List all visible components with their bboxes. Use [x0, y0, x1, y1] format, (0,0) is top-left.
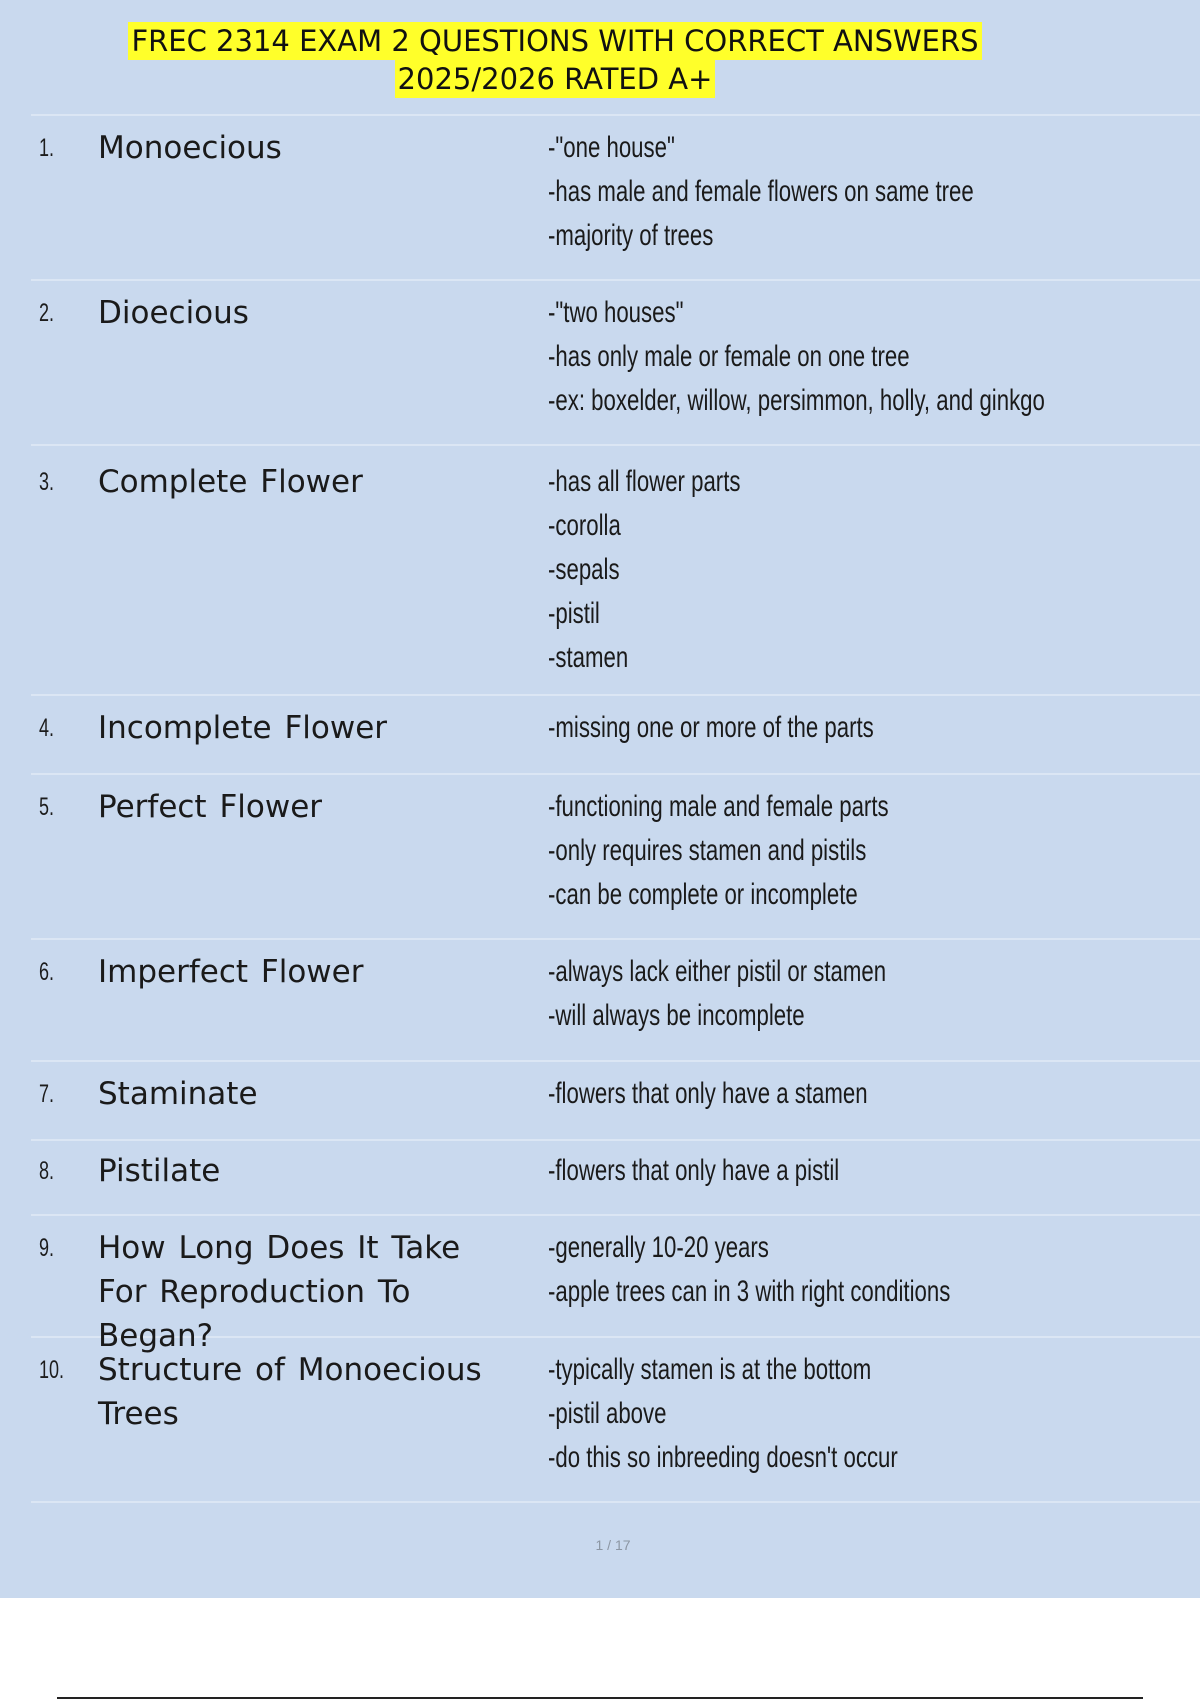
- flashcard-table: [31, 114, 1200, 1503]
- page-separator-rule: [57, 1697, 1143, 1699]
- flashcard-row: [31, 446, 1200, 696]
- definition-line: -has male and female flowers on same tree: [548, 175, 974, 208]
- term: Imperfect Flower: [98, 954, 364, 990]
- definition-list: [548, 1149, 942, 1193]
- item-number: 9.: [39, 1234, 55, 1262]
- term: Monoecious: [98, 130, 282, 166]
- definition-list: [548, 460, 808, 680]
- definition-line: -pistil: [548, 597, 600, 630]
- definition-line: -flowers that only have a stamen: [548, 1077, 868, 1110]
- definition-line: -flowers that only have a pistil: [548, 1154, 840, 1187]
- definition-line: -corolla: [548, 509, 621, 542]
- item-number: 8.: [39, 1157, 55, 1185]
- definition-list: [548, 785, 1008, 917]
- definition-line: -generally 10-20 years: [548, 1231, 769, 1264]
- definition-line: -do this so inbreeding doesn't occur: [548, 1441, 898, 1474]
- definition-list: [548, 1072, 980, 1116]
- flashcard-row: [31, 940, 1200, 1062]
- definition-list: [548, 291, 1200, 423]
- definition-line: -ex: boxelder, willow, persimmon, holly, and ginkgo: [548, 384, 1045, 417]
- definition-line: -stamen: [548, 641, 629, 674]
- definition-line: -functioning male and female parts: [548, 790, 889, 823]
- definition-list: [548, 950, 1005, 1038]
- term: Structure of Monoecious Trees: [98, 1352, 482, 1432]
- item-number: 2.: [39, 299, 55, 327]
- definition-line: -missing one or more of the parts: [548, 711, 874, 744]
- flashcard-row: [31, 1216, 1200, 1354]
- flashcard-row: [31, 281, 1200, 446]
- term: Complete Flower: [98, 464, 363, 500]
- flashcard-row: [31, 696, 1200, 775]
- flashcard-row: [31, 1141, 1200, 1216]
- title-line-2: 2025/2026 RATED A+: [395, 60, 716, 98]
- definition-list: [548, 126, 1123, 258]
- definition-line: -always lack either pistil or stamen: [548, 955, 887, 988]
- definition-line: -majority of trees: [548, 219, 714, 252]
- definition-line: -can be complete or incomplete: [548, 878, 858, 911]
- item-number: 5.: [39, 793, 55, 821]
- document-title: [0, 22, 1110, 98]
- page-number: 1 / 17: [595, 1537, 631, 1553]
- definition-list: [548, 1348, 1021, 1480]
- definition-line: -typically stamen is at the bottom: [548, 1353, 872, 1386]
- definition-line: -"one house": [548, 131, 675, 164]
- term: Perfect Flower: [98, 789, 323, 825]
- term: Incomplete Flower: [98, 710, 388, 746]
- definition-list: [548, 706, 988, 750]
- definition-line: -"two houses": [548, 296, 684, 329]
- term: Pistilate: [98, 1153, 221, 1189]
- item-number: 4.: [39, 714, 55, 742]
- definition-line: -pistil above: [548, 1397, 667, 1430]
- item-number: 1.: [39, 134, 55, 162]
- flashcard-row: [31, 116, 1200, 281]
- definition-line: -apple trees can in 3 with right conditions: [548, 1275, 951, 1308]
- flashcard-row: [31, 775, 1200, 940]
- definition-line: -has all flower parts: [548, 465, 741, 498]
- item-number: 6.: [39, 958, 55, 986]
- definition-line: -has only male or female on one tree: [548, 340, 910, 373]
- item-number: 7.: [39, 1080, 55, 1108]
- title-line-1: FREC 2314 EXAM 2 QUESTIONS WITH CORRECT ANSWERS: [128, 22, 981, 60]
- term: How Long Does It Take For Reproduction To Began?: [98, 1230, 461, 1354]
- item-number: 3.: [39, 468, 55, 496]
- flashcard-row: [31, 1338, 1200, 1503]
- term: Dioecious: [98, 295, 249, 331]
- flashcard-row: [31, 1062, 1200, 1141]
- definition-line: -sepals: [548, 553, 620, 586]
- item-number: 10.: [39, 1356, 65, 1384]
- term: Staminate: [98, 1076, 258, 1112]
- definition-line: -will always be incomplete: [548, 999, 805, 1032]
- definition-line: -only requires stamen and pistils: [548, 834, 867, 867]
- definition-list: [548, 1226, 1092, 1314]
